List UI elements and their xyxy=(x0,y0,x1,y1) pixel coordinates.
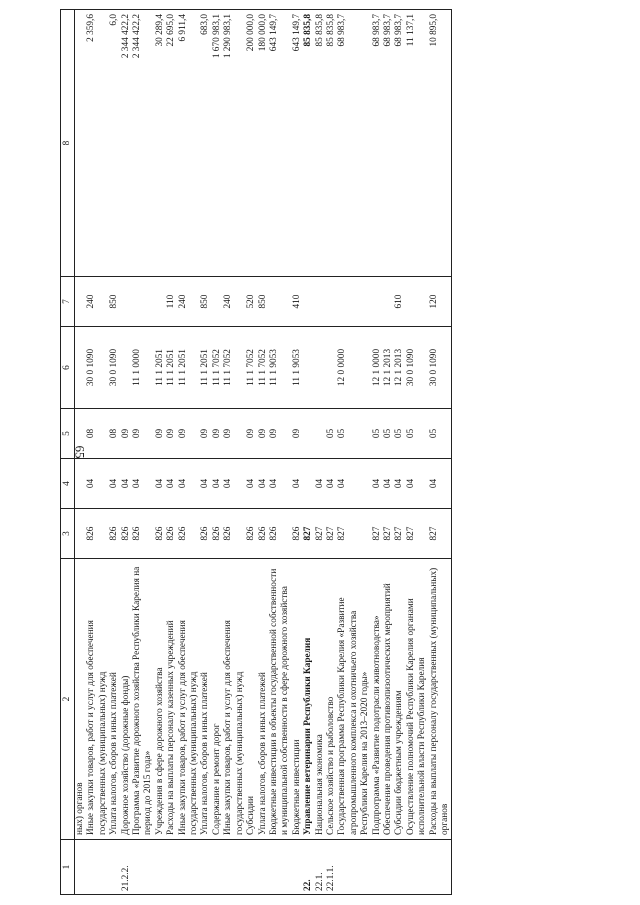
row-expense-type: 520 xyxy=(246,277,257,327)
row-ministry-code: 827 xyxy=(303,509,314,559)
row-name: Уплата налогов, сборов и иных платежей xyxy=(258,559,269,840)
row-expense-type: 240 xyxy=(178,277,201,327)
row-amount: 10 895,0 xyxy=(429,10,452,277)
row-section: 04 xyxy=(258,459,269,509)
table-row xyxy=(246,10,257,895)
row-number xyxy=(132,840,155,895)
row-amount xyxy=(75,10,87,277)
row-amount: 22 695,0 xyxy=(166,10,177,277)
row-number xyxy=(200,840,211,895)
row-ministry-code: 826 xyxy=(109,509,120,559)
table-row xyxy=(258,10,269,895)
table-row xyxy=(315,10,326,895)
row-target-article xyxy=(326,327,337,409)
header-col-4: 4 xyxy=(61,459,75,509)
row-number xyxy=(292,840,303,895)
row-expense-type xyxy=(303,277,314,327)
row-number xyxy=(109,840,120,895)
row-subsection: 05 xyxy=(429,409,452,459)
row-name: Управление ветеринарии Республики Карелия xyxy=(303,559,314,840)
header-col-8: 8 xyxy=(61,10,75,277)
row-amount: 180 000,0 xyxy=(258,10,269,277)
row-target-article xyxy=(315,327,326,409)
row-number xyxy=(86,840,109,895)
header-col-2: 2 xyxy=(61,559,75,840)
table-row xyxy=(292,10,303,895)
row-ministry-code: 826 xyxy=(269,509,292,559)
row-number: 22.1. xyxy=(315,840,326,895)
row-ministry-code: 826 xyxy=(86,509,109,559)
table-row xyxy=(212,10,223,895)
page-number: 65 xyxy=(72,445,88,459)
table-row xyxy=(337,10,371,895)
row-number xyxy=(258,840,269,895)
row-subsection: 08 xyxy=(86,409,109,459)
row-number xyxy=(75,840,87,895)
row-subsection xyxy=(303,409,314,459)
row-amount: 2 359,6 xyxy=(86,10,109,277)
row-target-article: 12 1 2013 xyxy=(394,327,405,409)
row-name: Дорожное хозяйство (дорожные фонды) xyxy=(121,559,132,840)
row-section: 04 xyxy=(223,459,246,509)
row-expense-type xyxy=(383,277,394,327)
row-expense-type xyxy=(212,277,223,327)
row-subsection xyxy=(315,409,326,459)
table-row xyxy=(132,10,155,895)
row-subsection: 05 xyxy=(406,409,429,459)
row-subsection: 09 xyxy=(269,409,292,459)
row-target-article: 12 1 0000 xyxy=(372,327,383,409)
row-number xyxy=(246,840,257,895)
row-number: 22. xyxy=(303,840,314,895)
row-name: Государственная программа Республики Карелия «Развитие агропромышленного комплекса и охотничьего хозяйства Республики Карелия на 2013–2020 годы» xyxy=(337,559,371,840)
row-expense-type xyxy=(372,277,383,327)
row-ministry-code: 827 xyxy=(326,509,337,559)
row-subsection: 09 xyxy=(121,409,132,459)
row-name: Расходы на выплаты персоналу государственных (муниципальных) органов xyxy=(429,559,452,840)
row-expense-type: 850 xyxy=(109,277,120,327)
row-ministry-code: 827 xyxy=(337,509,371,559)
row-target-article: 11 1 7052 xyxy=(223,327,246,409)
row-section: 04 xyxy=(121,459,132,509)
row-subsection: 05 xyxy=(326,409,337,459)
row-expense-type xyxy=(121,277,132,327)
row-subsection: 09 xyxy=(246,409,257,459)
row-name: Подпрограмма «Развитие подотрасли животноводства» xyxy=(372,559,383,840)
row-amount: 85 835,8 xyxy=(315,10,326,277)
table-row xyxy=(326,10,337,895)
row-name: Осуществление полномочий Республики Карелия органами исполнительной власти Республики Карелия xyxy=(406,559,429,840)
row-section: 04 xyxy=(132,459,155,509)
header-col-3: 3 xyxy=(61,509,75,559)
row-target-article: 12 1 2013 xyxy=(383,327,394,409)
row-amount: 1 290 983,1 xyxy=(223,10,246,277)
row-name: Национальная экономика xyxy=(315,559,326,840)
row-subsection: 09 xyxy=(178,409,201,459)
row-name: Обеспечение проведения противоэпизоотических мероприятий xyxy=(383,559,394,840)
row-target-article xyxy=(303,327,314,409)
row-name: Программа «Развитие дорожного хозяйства Республики Карелия на период до 2015 года» xyxy=(132,559,155,840)
row-ministry-code: 826 xyxy=(121,509,132,559)
row-section xyxy=(303,459,314,509)
row-amount: 68 983,7 xyxy=(372,10,383,277)
row-name: Иные закупки товаров, работ и услуг для обеспечения государственных (муниципальных) нужд xyxy=(86,559,109,840)
row-name: Расходы на выплаты персоналу казенных учреждений xyxy=(166,559,177,840)
row-target-article: 11 1 0000 xyxy=(132,327,155,409)
row-ministry-code: 826 xyxy=(212,509,223,559)
row-name: Иные закупки товаров, работ и услуг для обеспечения государственных (муниципальных) нужд xyxy=(223,559,246,840)
row-number xyxy=(223,840,246,895)
row-name: ных) органов xyxy=(75,559,87,840)
row-ministry-code: 827 xyxy=(429,509,452,559)
header-col-6: 6 xyxy=(61,327,75,409)
table-row xyxy=(109,10,120,895)
row-ministry-code: 827 xyxy=(315,509,326,559)
row-subsection: 09 xyxy=(292,409,303,459)
row-expense-type: 110 xyxy=(166,277,177,327)
row-number xyxy=(212,840,223,895)
row-expense-type: 850 xyxy=(258,277,269,327)
row-ministry-code: 826 xyxy=(200,509,211,559)
row-section: 04 xyxy=(200,459,211,509)
row-amount: 68 983,7 xyxy=(337,10,371,277)
row-section xyxy=(75,459,87,509)
row-name: Уплата налогов, сборов и иных платежей xyxy=(109,559,120,840)
row-amount: 643 149,7 xyxy=(292,10,303,277)
table-row xyxy=(200,10,211,895)
row-expense-type: 850 xyxy=(200,277,211,327)
table-row xyxy=(303,10,314,895)
row-section: 04 xyxy=(372,459,383,509)
row-target-article xyxy=(75,327,87,409)
row-ministry-code xyxy=(75,509,87,559)
row-subsection: 09 xyxy=(223,409,246,459)
row-number: 21.2.2. xyxy=(121,840,132,895)
row-amount: 6,0 xyxy=(109,10,120,277)
row-number xyxy=(383,840,394,895)
row-ministry-code: 826 xyxy=(132,509,155,559)
row-target-article xyxy=(121,327,132,409)
row-target-article: 12 0 0000 xyxy=(337,327,371,409)
table-row xyxy=(429,10,452,895)
row-number xyxy=(269,840,292,895)
row-amount: 85 835,8 xyxy=(326,10,337,277)
row-subsection: 09 xyxy=(200,409,211,459)
row-subsection: 09 xyxy=(212,409,223,459)
table-row xyxy=(121,10,132,895)
row-amount: 683,0 xyxy=(200,10,211,277)
row-ministry-code: 827 xyxy=(372,509,383,559)
row-subsection: 08 xyxy=(109,409,120,459)
row-subsection: 09 xyxy=(258,409,269,459)
row-number xyxy=(166,840,177,895)
table-row xyxy=(155,10,166,895)
row-target-article: 11 1 2051 xyxy=(166,327,177,409)
row-amount: 11 137,1 xyxy=(406,10,429,277)
row-target-article: 30 0 1090 xyxy=(109,327,120,409)
row-section: 04 xyxy=(269,459,292,509)
row-target-article: 30 0 1090 xyxy=(86,327,109,409)
row-expense-type xyxy=(75,277,87,327)
row-number: 22.1.1. xyxy=(326,840,337,895)
row-ministry-code: 827 xyxy=(406,509,429,559)
row-section: 04 xyxy=(109,459,120,509)
row-expense-type: 610 xyxy=(394,277,405,327)
row-amount: 30 289,4 xyxy=(155,10,166,277)
header-col-7: 7 xyxy=(61,277,75,327)
row-expense-type: 120 xyxy=(429,277,452,327)
table-body xyxy=(72,10,452,895)
row-subsection: 09 xyxy=(132,409,155,459)
row-expense-type xyxy=(269,277,292,327)
row-expense-type xyxy=(315,277,326,327)
row-amount: 2 344 422,2 xyxy=(121,10,132,277)
row-section: 04 xyxy=(178,459,201,509)
row-target-article: 30 0 1090 xyxy=(429,327,452,409)
row-name: Учреждения в сфере дорожного хозяйства xyxy=(155,559,166,840)
row-amount: 643 149,7 xyxy=(269,10,292,277)
row-ministry-code: 826 xyxy=(178,509,201,559)
row-ministry-code: 826 xyxy=(258,509,269,559)
header-col-5: 5 xyxy=(61,409,75,459)
table-row xyxy=(394,10,405,895)
row-section: 04 xyxy=(406,459,429,509)
budget-sheet xyxy=(60,10,565,895)
row-number xyxy=(394,840,405,895)
row-amount: 85 835,8 xyxy=(303,10,314,277)
row-amount: 6 911,4 xyxy=(178,10,201,277)
row-ministry-code: 826 xyxy=(292,509,303,559)
row-amount: 68 983,7 xyxy=(383,10,394,277)
row-number xyxy=(155,840,166,895)
row-expense-type xyxy=(406,277,429,327)
row-subsection: 09 xyxy=(155,409,166,459)
table-row xyxy=(178,10,201,895)
row-target-article: 11 1 2051 xyxy=(178,327,201,409)
table-row xyxy=(383,10,394,895)
row-target-article: 11 1 7052 xyxy=(246,327,257,409)
row-ministry-code: 826 xyxy=(223,509,246,559)
row-section: 04 xyxy=(394,459,405,509)
row-subsection: 05 xyxy=(394,409,405,459)
row-amount: 68 983,7 xyxy=(394,10,405,277)
table-row xyxy=(86,10,109,895)
row-subsection: 05 xyxy=(372,409,383,459)
row-amount: 200 000,0 xyxy=(246,10,257,277)
table-row xyxy=(75,10,87,895)
budget-table xyxy=(60,9,452,895)
row-target-article: 11 1 9053 xyxy=(269,327,292,409)
row-expense-type xyxy=(337,277,371,327)
row-section: 04 xyxy=(326,459,337,509)
row-section: 04 xyxy=(429,459,452,509)
row-section: 04 xyxy=(383,459,394,509)
row-name: Сельское хозяйство и рыболовство xyxy=(326,559,337,840)
row-number xyxy=(406,840,429,895)
row-name: Бюджетные инвестиции в объекты государственной собственности и муниципальной собственности в сфере дорожного хозяйства xyxy=(269,559,292,840)
row-expense-type: 240 xyxy=(86,277,109,327)
row-subsection: 09 xyxy=(166,409,177,459)
row-name: Содержание и ремонт дорог xyxy=(212,559,223,840)
row-target-article: 11 1 2051 xyxy=(200,327,211,409)
table-header-row xyxy=(61,10,75,895)
row-ministry-code: 826 xyxy=(155,509,166,559)
row-section: 04 xyxy=(292,459,303,509)
row-ministry-code: 827 xyxy=(394,509,405,559)
row-target-article: 11 1 7052 xyxy=(212,327,223,409)
row-section: 04 xyxy=(155,459,166,509)
row-amount: 2 344 422,2 xyxy=(132,10,155,277)
row-expense-type: 410 xyxy=(292,277,303,327)
row-section: 04 xyxy=(86,459,109,509)
row-target-article: 30 0 1090 xyxy=(406,327,429,409)
row-ministry-code: 826 xyxy=(166,509,177,559)
row-expense-type xyxy=(132,277,155,327)
row-number xyxy=(429,840,452,895)
table-row xyxy=(372,10,383,895)
row-subsection xyxy=(72,409,88,459)
table-row xyxy=(223,10,246,895)
row-expense-type xyxy=(326,277,337,327)
row-number xyxy=(337,840,371,895)
row-name: Уплата налогов, сборов и иных платежей xyxy=(200,559,211,840)
row-section: 04 xyxy=(212,459,223,509)
row-subsection: 05 xyxy=(383,409,394,459)
row-target-article: 11 1 7052 xyxy=(258,327,269,409)
row-subsection: 05 xyxy=(337,409,371,459)
row-section: 04 xyxy=(246,459,257,509)
header-col-1: 1 xyxy=(61,840,75,895)
row-amount: 1 670 983,1 xyxy=(212,10,223,277)
row-target-article: 11 1 9053 xyxy=(292,327,303,409)
row-name: Субсидии xyxy=(246,559,257,840)
row-ministry-code: 826 xyxy=(246,509,257,559)
row-expense-type xyxy=(155,277,166,327)
row-number xyxy=(178,840,201,895)
row-section: 04 xyxy=(315,459,326,509)
row-name: Иные закупки товаров, работ и услуг для обеспечения государственных (муниципальных) нужд xyxy=(178,559,201,840)
row-name: Субсидии бюджетным учреждениям xyxy=(394,559,405,840)
row-expense-type: 240 xyxy=(223,277,246,327)
row-ministry-code: 827 xyxy=(383,509,394,559)
row-section: 04 xyxy=(337,459,371,509)
row-number xyxy=(372,840,383,895)
table-row xyxy=(269,10,292,895)
table-row xyxy=(166,10,177,895)
table-row xyxy=(406,10,429,895)
row-section: 04 xyxy=(166,459,177,509)
row-target-article: 11 1 2051 xyxy=(155,327,166,409)
row-name: Бюджетные инвестиции xyxy=(292,559,303,840)
